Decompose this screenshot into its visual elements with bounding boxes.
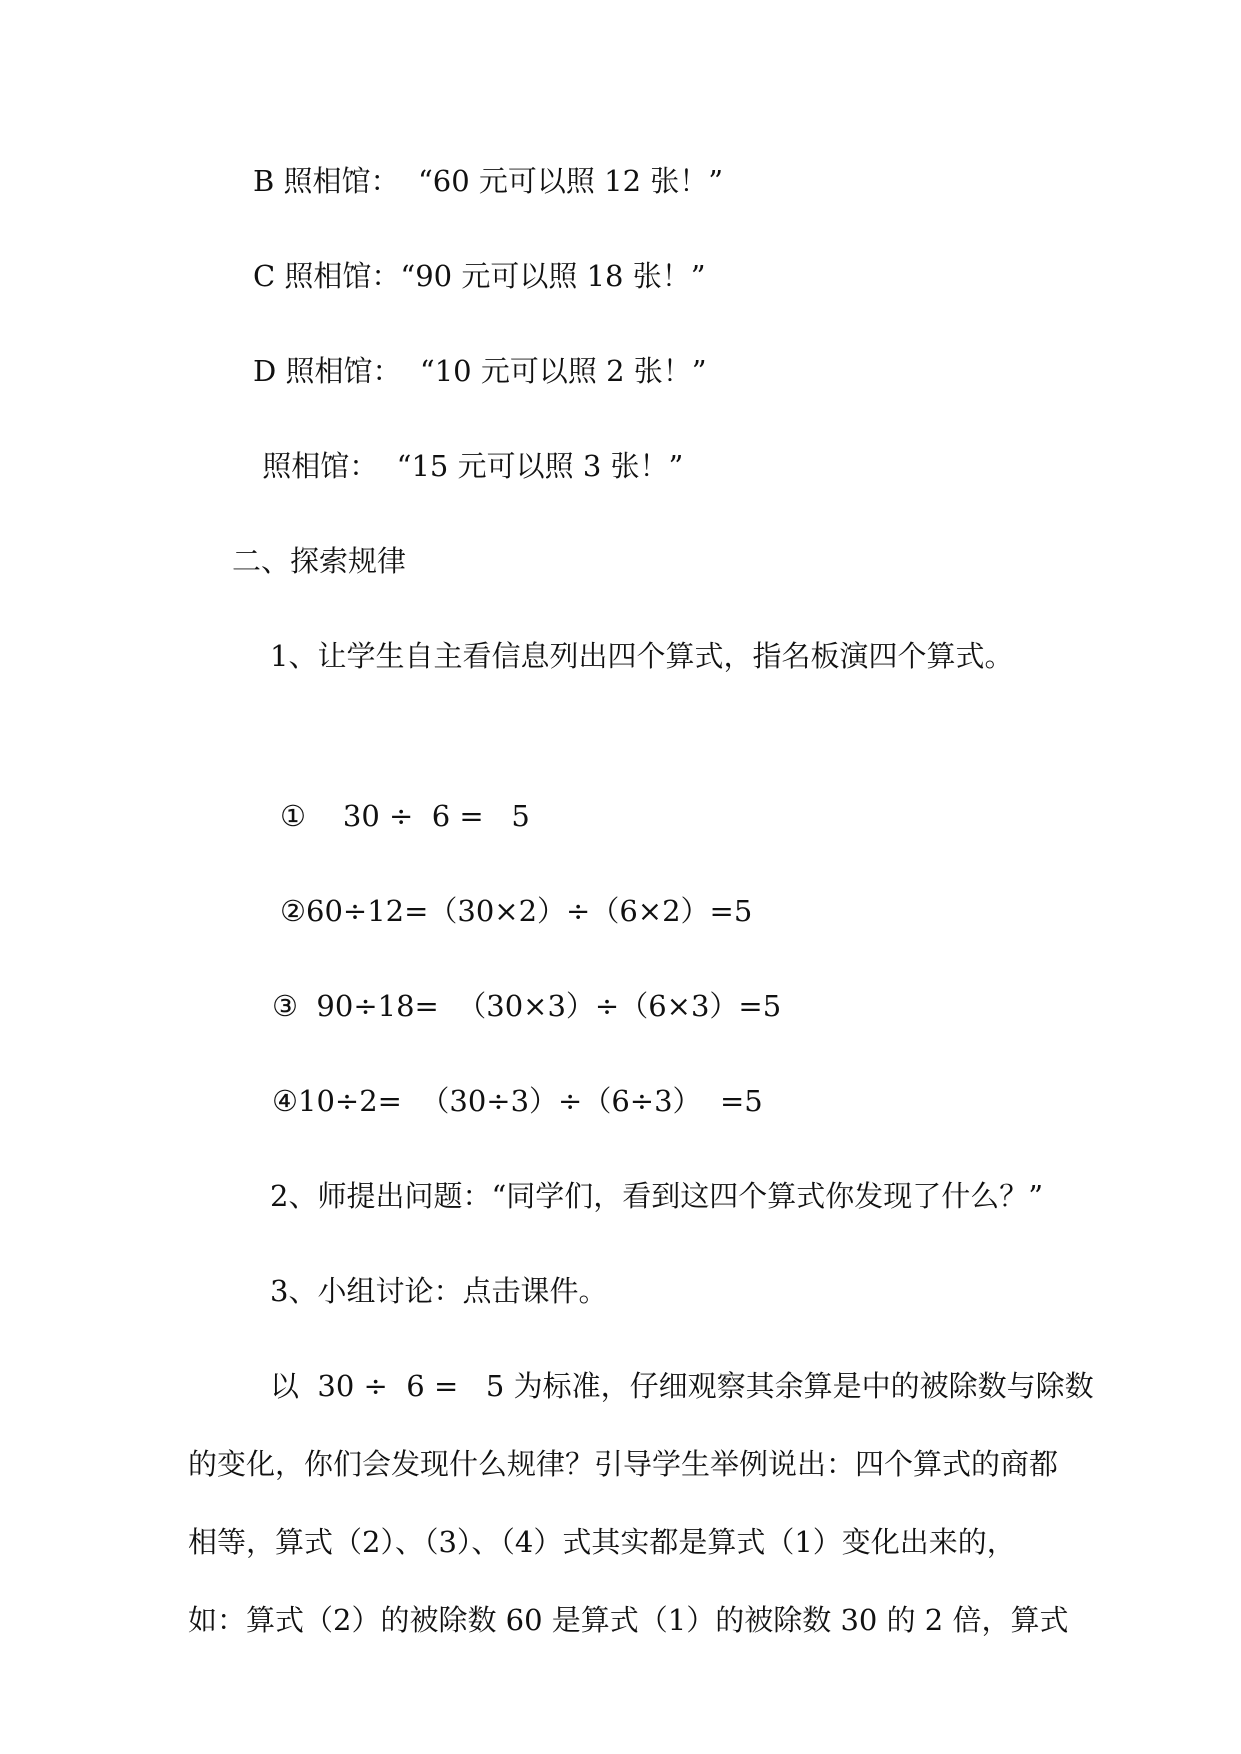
paragraph-line-4: 如：算式（2）的被除数 60 是算式（1）的被除数 30 的 2 倍，算式 xyxy=(188,1603,1069,1637)
paragraph-line-3: 相等，算式（2）、（3）、（4）式其实都是算式（1）变化出来的， xyxy=(188,1525,1016,1559)
section-heading: 二、探索规律 xyxy=(232,544,407,578)
studio-quote-c: C 照相馆：“90 元可以照 18 张！” xyxy=(253,259,706,293)
equation-1: ① 30 ÷ 6 = 5 xyxy=(280,799,530,833)
equation-4: ④10÷2= （30÷3）÷（6÷3） =5 xyxy=(272,1084,763,1118)
step-1: 1、让学生自主看信息列出四个算式，指名板演四个算式。 xyxy=(270,639,1014,673)
paragraph-line-2: 的变化，你们会发现什么规律？引导学生举例说出：四个算式的商都 xyxy=(188,1447,1059,1481)
step-3: 3、小组讨论：点击课件。 xyxy=(270,1274,608,1308)
equation-2: ②60÷12=（30×2）÷（6×2）=5 xyxy=(280,894,753,928)
studio-quote-b: B 照相馆： “60 元可以照 12 张！” xyxy=(253,164,724,198)
paragraph-line-1: 以 30 ÷ 6 = 5 为标准，仔细观察其余算是中的被除数与除数 xyxy=(270,1369,1094,1403)
studio-quote-e: 照相馆： “15 元可以照 3 张！” xyxy=(253,449,684,483)
step-2: 2、师提出问题：“同学们，看到这四个算式你发现了什么？” xyxy=(270,1179,1044,1213)
equation-3: ③ 90÷18= （30×3）÷（6×3）=5 xyxy=(272,989,782,1023)
studio-quote-d: D 照相馆： “10 元可以照 2 张！” xyxy=(253,354,707,388)
